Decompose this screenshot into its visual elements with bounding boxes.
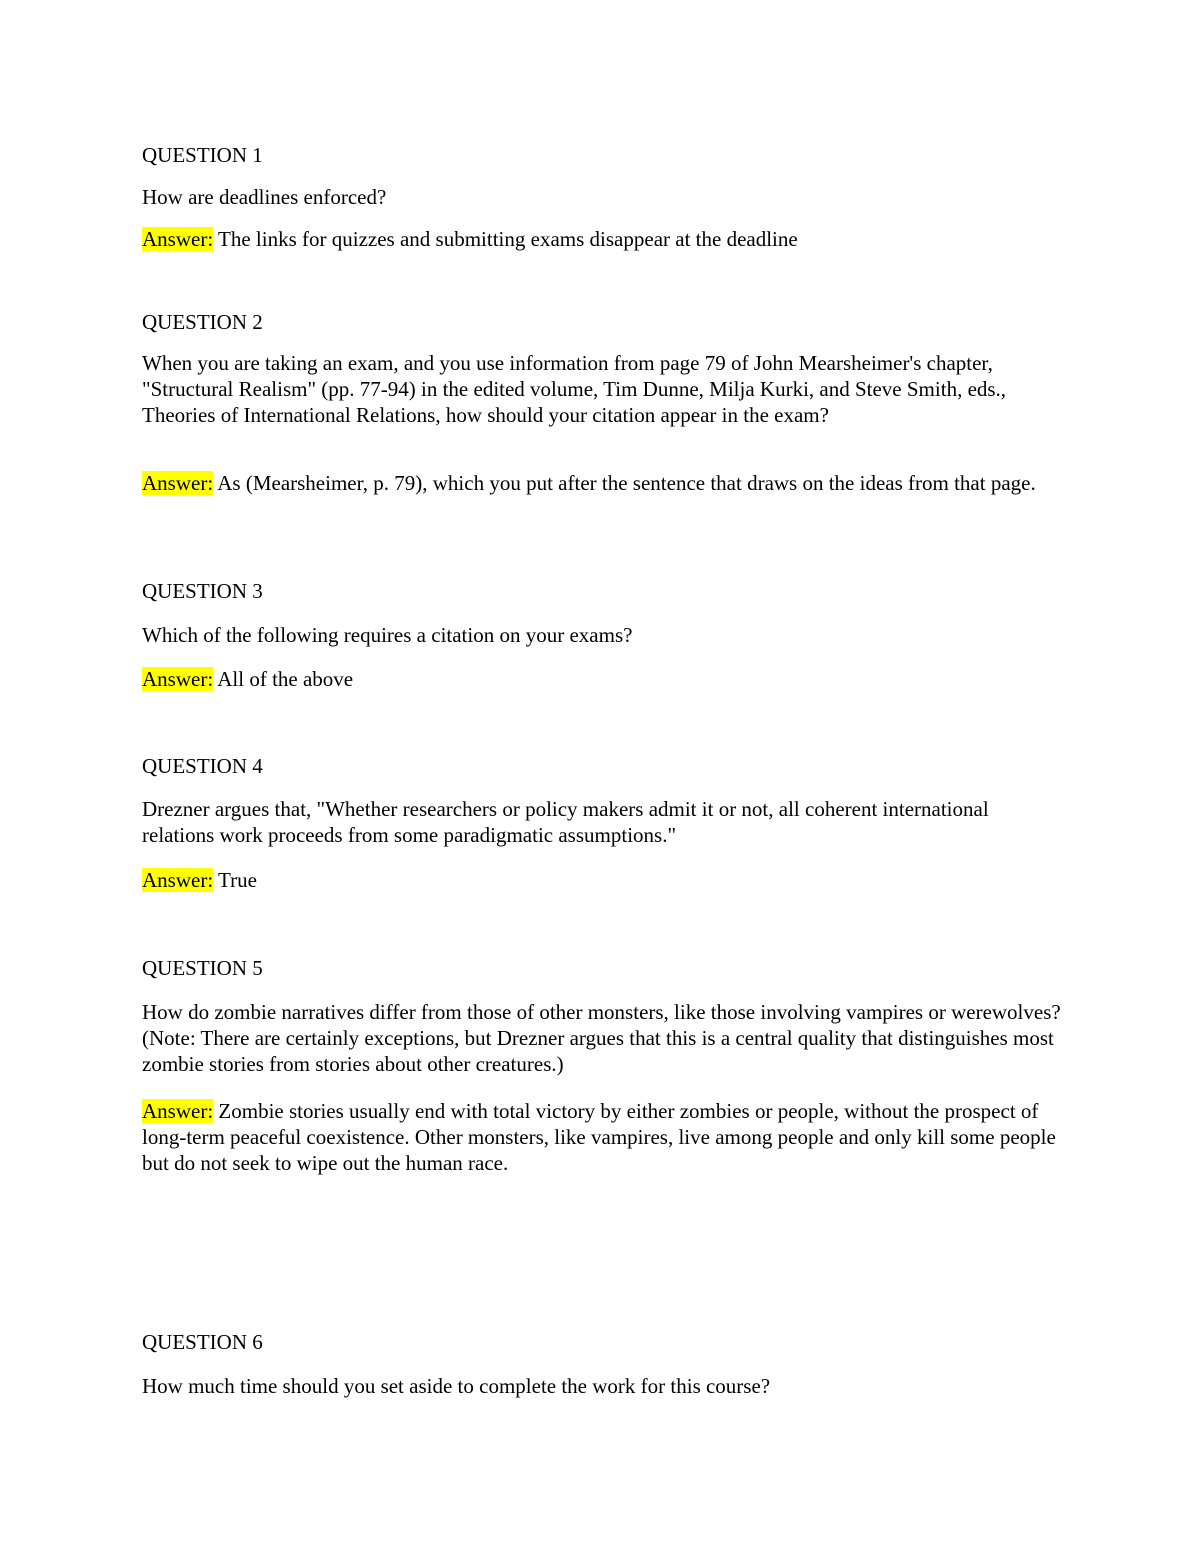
answer-label-highlight: Answer: (142, 1099, 214, 1123)
question-2-answer (142, 470, 1062, 496)
question-1-answer (142, 226, 1062, 252)
question-4-heading: QUESTION 4 (142, 754, 263, 778)
answer-label-highlight: Answer: (142, 471, 214, 495)
question-5-answer-text: Zombie stories usually end with total victory by either zombies or people, without the prospect of long-term peaceful coexistence. Other monsters, like vampires, live among people and only kill some people but do not seek to wipe out the human race. (142, 1099, 1056, 1175)
question-1-prompt: How are deadlines enforced? (142, 185, 387, 209)
question-5-prompt: How do zombie narratives differ from those of other monsters, like those involving vampires or werewolves? (Note: There are certainly exceptions, but Drezner argues that this is a central quality that distinguishes most zombie stories from stories about other creatures.) (142, 1000, 1061, 1076)
question-2-heading: QUESTION 2 (142, 310, 263, 334)
question-6-heading: QUESTION 6 (142, 1330, 263, 1354)
question-1-heading: QUESTION 1 (142, 143, 263, 167)
question-1-answer-text: The links for quizzes and submitting exams disappear at the deadline (218, 227, 798, 251)
question-4-answer-text: True (218, 868, 257, 892)
question-4-prompt: Drezner argues that, "Whether researchers or policy makers admit it or not, all coherent international relations work proceeds from some paradigmatic assumptions." (142, 797, 989, 847)
question-2-prompt: When you are taking an exam, and you use information from page 79 of John Mearsheimer's chapter, "Structural Realism" (pp. 77-94) in the edited volume, Tim Dunne, Milja Kurki, and Steve Smith, eds., Theories of International Relations, how should your citation appear in the exam? (142, 351, 1007, 427)
answer-label-highlight: Answer: (142, 868, 214, 892)
question-2-answer-text: As (Mearsheimer, p. 79), which you put after the sentence that draws on the ideas from that page. (217, 471, 1036, 495)
answer-label-highlight: Answer: (142, 667, 214, 691)
question-3-answer (142, 666, 1062, 692)
question-3-answer-text: All of the above (217, 667, 354, 691)
question-3-heading: QUESTION 3 (142, 579, 263, 603)
question-5-answer (142, 1098, 1062, 1176)
question-3-prompt: Which of the following requires a citation on your exams? (142, 623, 633, 647)
answer-label-highlight: Answer: (142, 227, 214, 251)
question-6-prompt: How much time should you set aside to complete the work for this course? (142, 1374, 771, 1398)
question-5-heading: QUESTION 5 (142, 956, 263, 980)
question-4-answer (142, 867, 1062, 893)
